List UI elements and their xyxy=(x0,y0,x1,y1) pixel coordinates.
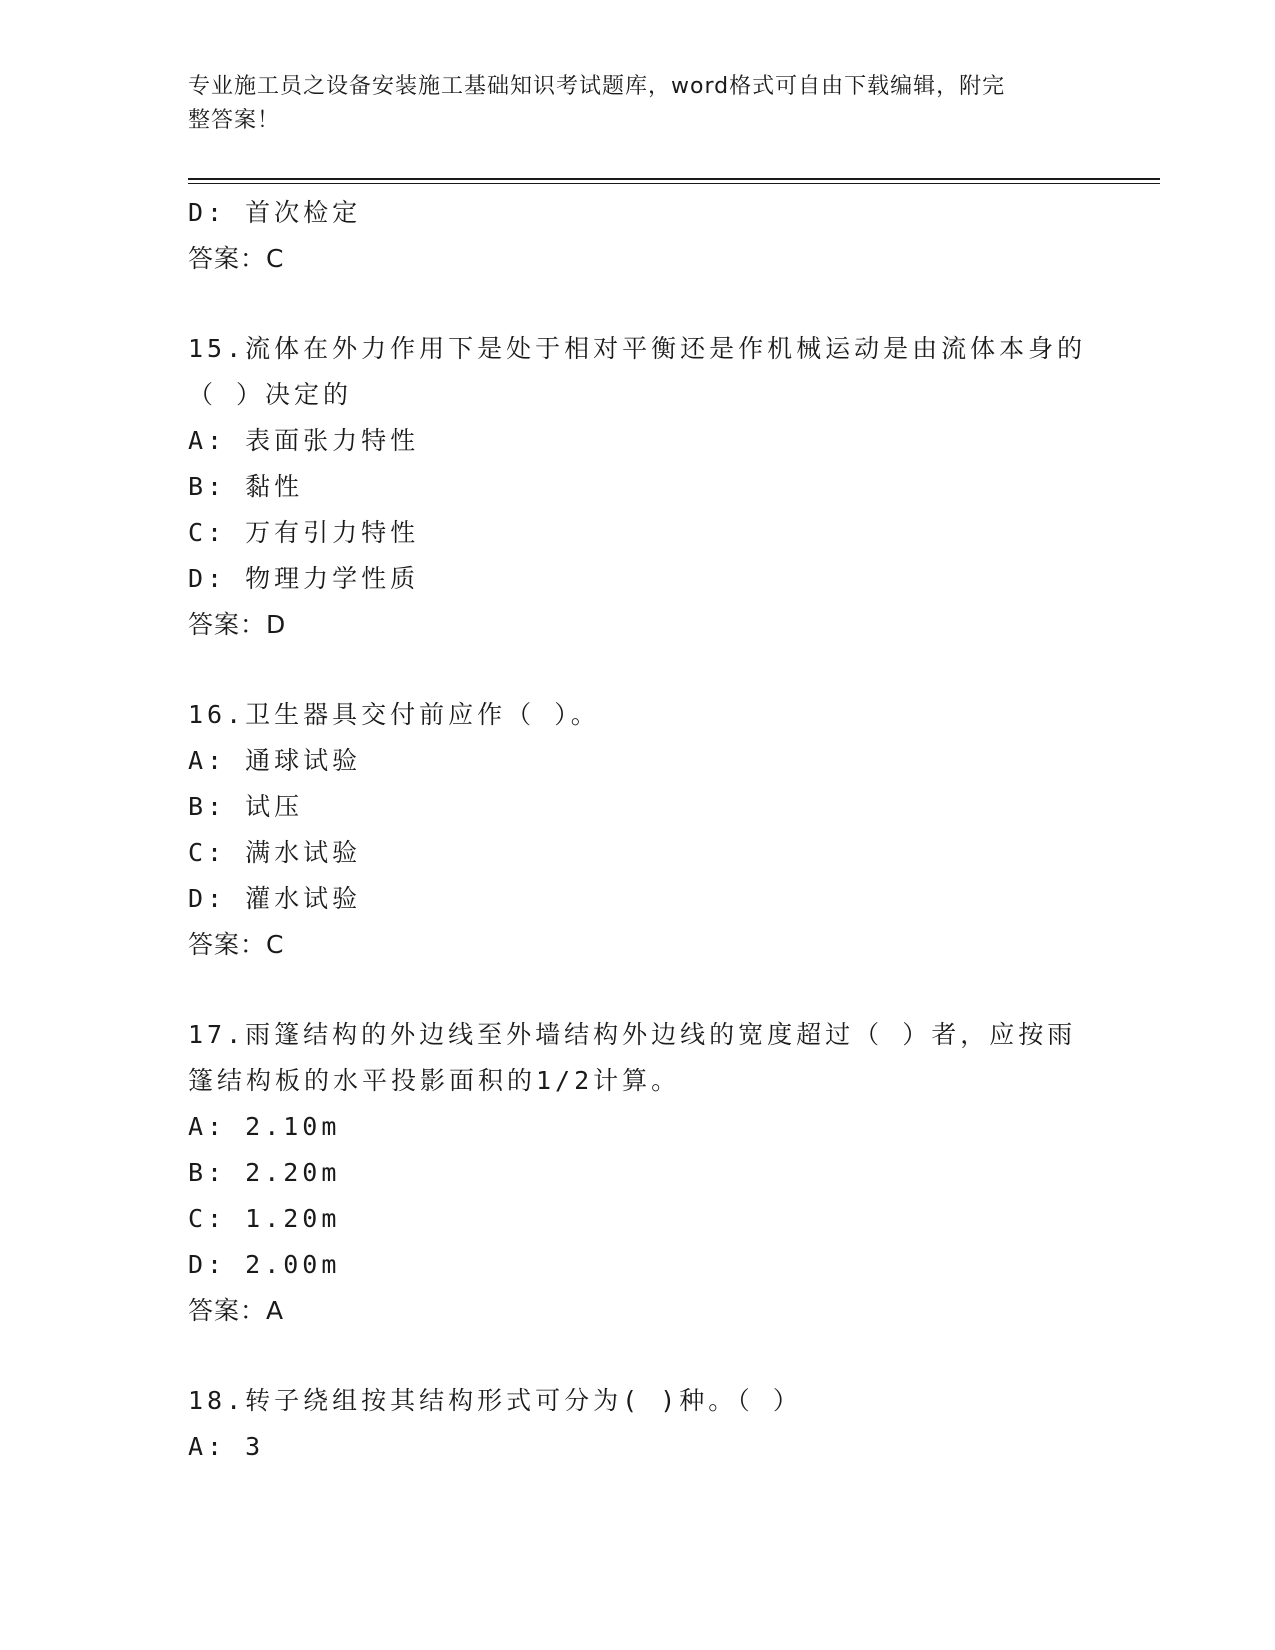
option-a: A: 3 xyxy=(188,1432,265,1461)
answer: 答案：A xyxy=(188,1296,285,1325)
question-stem: 16.卫生器具交付前应作（ ）。 xyxy=(188,700,600,729)
option-a: A: 通球试验 xyxy=(188,746,362,775)
question-15 xyxy=(188,326,1088,648)
question-stem-continued: （ ）决定的 xyxy=(188,380,353,409)
answer: 答案：C xyxy=(188,244,285,273)
header-line-2: 整答案！ xyxy=(188,108,281,133)
answer: 答案：C xyxy=(188,930,285,959)
question-stem: 15.流体在外力作用下是处于相对平衡还是作机械运动是由流体本身的 xyxy=(188,334,1087,363)
previous-question-tail xyxy=(188,190,1088,282)
header-divider-thick xyxy=(188,178,1160,180)
document-header xyxy=(188,70,1068,138)
header-divider-thin xyxy=(188,183,1160,184)
question-16 xyxy=(188,692,1088,968)
option-a: A: 2.10m xyxy=(188,1112,341,1141)
option-b: B: 黏性 xyxy=(188,472,304,501)
option-d: D: 2.00m xyxy=(188,1250,341,1279)
question-stem-continued: 篷结构板的水平投影面积的1/2计算。 xyxy=(188,1066,681,1095)
option-d: D: 首次检定 xyxy=(188,198,362,227)
question-18 xyxy=(188,1378,1088,1470)
option-a: A: 表面张力特性 xyxy=(188,426,420,455)
question-stem: 17.雨篷结构的外边线至外墙结构外边线的宽度超过（ ）者，应按雨 xyxy=(188,1020,1077,1049)
option-d: D: 物理力学性质 xyxy=(188,564,420,593)
header-line-1: 专业施工员之设备安装施工基础知识考试题库，word格式可自由下载编辑，附完 xyxy=(188,74,1006,99)
option-c: C: 满水试验 xyxy=(188,838,362,867)
option-b: B: 2.20m xyxy=(188,1158,341,1187)
option-d: D: 灌水试验 xyxy=(188,884,362,913)
question-list xyxy=(188,190,1088,1470)
option-c: C: 1.20m xyxy=(188,1204,341,1233)
question-17 xyxy=(188,1012,1088,1334)
option-c: C: 万有引力特性 xyxy=(188,518,420,547)
option-b: B: 试压 xyxy=(188,792,304,821)
question-stem: 18.转子绕组按其结构形式可分为( )种。（ ） xyxy=(188,1386,802,1415)
answer: 答案：D xyxy=(188,610,287,639)
